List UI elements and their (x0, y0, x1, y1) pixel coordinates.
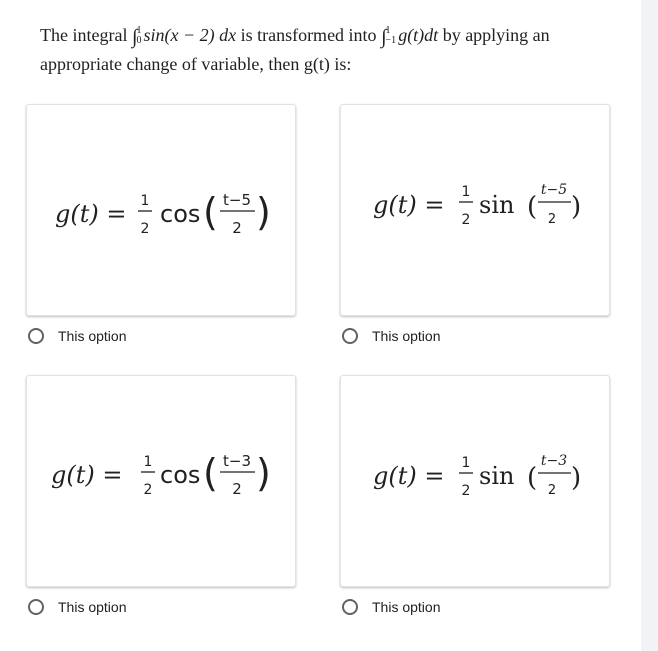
question-suffix: by applying an appropriate change of variable, then g(t) is: (40, 25, 550, 74)
integral-limits-1: 1 0 (136, 25, 142, 46)
formula-lhs: g(t) = (51, 461, 123, 489)
coef-numerator: 1 (461, 455, 471, 471)
coef-numerator: 1 (461, 184, 471, 200)
option-image-3 (26, 375, 296, 587)
radio-button-2[interactable] (342, 328, 358, 344)
option-row-2[interactable] (342, 324, 440, 348)
option-row-4[interactable] (342, 595, 440, 619)
integral-sign-2: ∫ (381, 26, 387, 48)
option-label-2: This option (372, 328, 441, 344)
integral-expression-1: sin(x − 2) dx (143, 25, 237, 45)
coef-denominator: 2 (140, 221, 150, 237)
radio-button-4[interactable] (342, 599, 358, 615)
paren-close: ) (256, 451, 271, 495)
option-label-1: This option (58, 328, 127, 344)
option-image-4 (340, 375, 610, 587)
option-label-3: This option (58, 599, 127, 615)
option-row-3[interactable] (28, 595, 126, 619)
arg-numerator: t−3 (223, 452, 251, 470)
formula-4 (341, 376, 609, 586)
arg-numerator: t−5 (540, 182, 568, 198)
arg-denominator: 2 (547, 212, 557, 227)
paren-open: ( (527, 192, 538, 222)
paren-open: ( (527, 463, 538, 493)
formula-lhs: g(t) = (373, 462, 445, 490)
formula-lhs: g(t) = (373, 191, 445, 219)
func-name: cos (160, 200, 201, 228)
paren-open: ( (203, 451, 218, 495)
coef-numerator: 1 (140, 193, 150, 209)
func-name: sin (479, 462, 515, 490)
func-name: sin (479, 191, 515, 219)
formula-1 (27, 105, 295, 315)
question-prefix: The integral (40, 25, 128, 45)
paren-close: ) (571, 463, 582, 493)
arg-denominator: 2 (547, 483, 557, 498)
coef-denominator: 2 (461, 483, 471, 499)
formula-2 (341, 105, 609, 315)
formula-lhs: g(t) = (55, 200, 127, 228)
radio-button-3[interactable] (28, 599, 44, 615)
coef-numerator: 1 (143, 454, 153, 470)
paren-close: ) (256, 190, 271, 234)
arg-denominator: 2 (232, 480, 242, 498)
paren-open: ( (203, 190, 218, 234)
option-row-1[interactable] (28, 324, 126, 348)
arg-denominator: 2 (232, 219, 242, 237)
arg-numerator: t−5 (223, 191, 251, 209)
coef-denominator: 2 (143, 482, 153, 498)
question-middle: is transformed into (240, 25, 377, 45)
option-image-2 (340, 104, 610, 316)
integral-expression-2: g(t)dt (398, 25, 439, 45)
paren-close: ) (571, 192, 582, 222)
integral-sign-1: ∫ (131, 26, 138, 48)
question-text (40, 22, 630, 78)
formula-3 (27, 376, 295, 586)
coef-denominator: 2 (461, 212, 471, 228)
func-name: cos (160, 461, 201, 489)
arg-numerator: t−3 (540, 453, 568, 469)
integral-limits-2: 1 −1 (385, 25, 397, 46)
option-image-1 (26, 104, 296, 316)
radio-button-1[interactable] (28, 328, 44, 344)
option-label-4: This option (372, 599, 441, 615)
